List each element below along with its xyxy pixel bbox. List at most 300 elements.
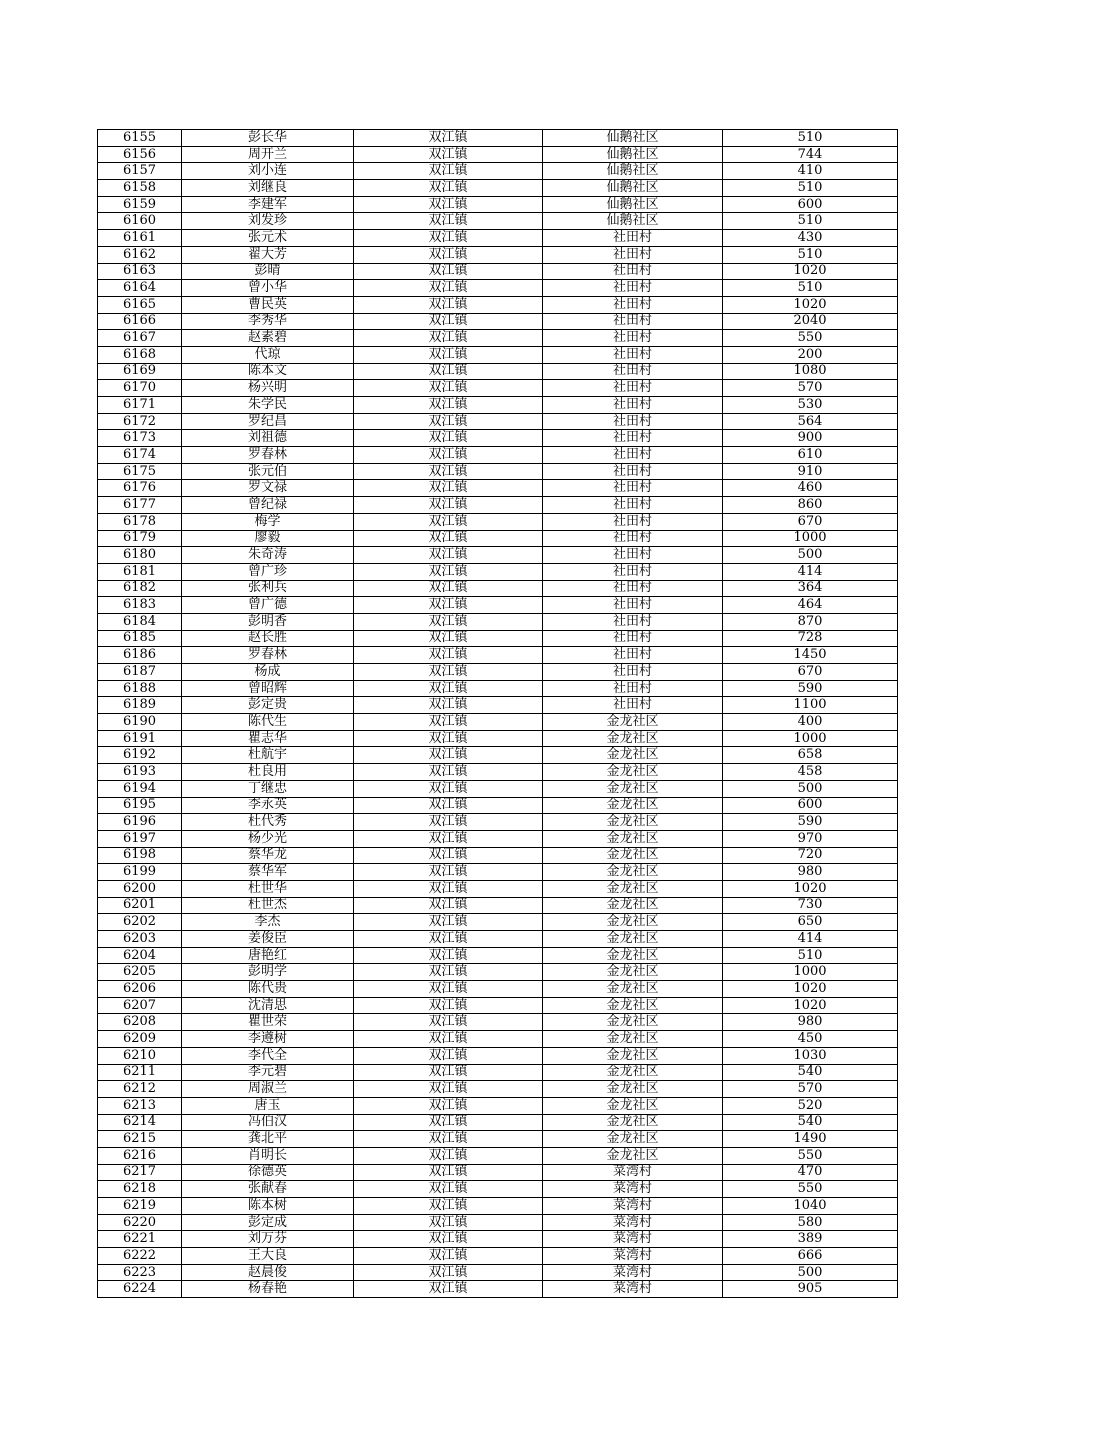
- amount-cell: 720: [723, 847, 898, 864]
- row-number-cell: 6221: [98, 1231, 182, 1248]
- name-cell: 蔡华军: [182, 864, 354, 881]
- town-cell: 双江镇: [354, 246, 543, 263]
- name-cell: 李杰: [182, 914, 354, 931]
- row-number-cell: 6187: [98, 664, 182, 681]
- row-number-cell: 6169: [98, 363, 182, 380]
- name-cell: 李元碧: [182, 1064, 354, 1081]
- amount-cell: 550: [723, 1147, 898, 1164]
- town-cell: 双江镇: [354, 513, 543, 530]
- amount-cell: 550: [723, 330, 898, 347]
- town-cell: 双江镇: [354, 630, 543, 647]
- amount-cell: 1020: [723, 296, 898, 313]
- amount-cell: 590: [723, 814, 898, 831]
- row-number-cell: 6211: [98, 1064, 182, 1081]
- row-number-cell: 6155: [98, 130, 182, 147]
- town-cell: 双江镇: [354, 1281, 543, 1298]
- table-row: [98, 497, 898, 514]
- town-cell: 双江镇: [354, 880, 543, 897]
- row-number-cell: 6207: [98, 997, 182, 1014]
- table-row: [98, 1248, 898, 1265]
- row-number-cell: 6192: [98, 747, 182, 764]
- table-row: [98, 313, 898, 330]
- town-cell: 双江镇: [354, 914, 543, 931]
- village-cell: 社田村: [543, 513, 723, 530]
- amount-cell: 910: [723, 463, 898, 480]
- name-cell: 曾小华: [182, 280, 354, 297]
- village-cell: 金龙社区: [543, 931, 723, 948]
- amount-cell: 430: [723, 230, 898, 247]
- table-row: [98, 1131, 898, 1148]
- village-cell: 菜湾村: [543, 1198, 723, 1215]
- town-cell: 双江镇: [354, 180, 543, 197]
- amount-cell: 500: [723, 547, 898, 564]
- amount-cell: 400: [723, 714, 898, 731]
- row-number-cell: 6175: [98, 463, 182, 480]
- name-cell: 陈本树: [182, 1198, 354, 1215]
- town-cell: 双江镇: [354, 330, 543, 347]
- village-cell: 金龙社区: [543, 897, 723, 914]
- table-row: [98, 196, 898, 213]
- table-row: [98, 931, 898, 948]
- village-cell: 菜湾村: [543, 1214, 723, 1231]
- table-row: [98, 397, 898, 414]
- row-number-cell: 6219: [98, 1198, 182, 1215]
- table-row: [98, 1081, 898, 1098]
- village-cell: 金龙社区: [543, 814, 723, 831]
- town-cell: 双江镇: [354, 430, 543, 447]
- town-cell: 双江镇: [354, 363, 543, 380]
- amount-cell: 658: [723, 747, 898, 764]
- town-cell: 双江镇: [354, 613, 543, 630]
- amount-cell: 510: [723, 280, 898, 297]
- row-number-cell: 6188: [98, 680, 182, 697]
- table-row: [98, 163, 898, 180]
- name-cell: 刘继良: [182, 180, 354, 197]
- town-cell: 双江镇: [354, 263, 543, 280]
- village-cell: 金龙社区: [543, 730, 723, 747]
- village-cell: 仙鹅社区: [543, 180, 723, 197]
- village-cell: 社田村: [543, 697, 723, 714]
- row-number-cell: 6217: [98, 1164, 182, 1181]
- table-row: [98, 630, 898, 647]
- name-cell: 张元伯: [182, 463, 354, 480]
- village-cell: 仙鹅社区: [543, 163, 723, 180]
- row-number-cell: 6223: [98, 1264, 182, 1281]
- name-cell: 罗纪昌: [182, 413, 354, 430]
- town-cell: 双江镇: [354, 680, 543, 697]
- name-cell: 丁继忠: [182, 780, 354, 797]
- table-row: [98, 447, 898, 464]
- town-cell: 双江镇: [354, 530, 543, 547]
- village-cell: 社田村: [543, 330, 723, 347]
- amount-cell: 744: [723, 146, 898, 163]
- village-cell: 社田村: [543, 597, 723, 614]
- amount-cell: 520: [723, 1097, 898, 1114]
- amount-cell: 970: [723, 830, 898, 847]
- name-cell: 杨春艳: [182, 1281, 354, 1298]
- amount-cell: 510: [723, 213, 898, 230]
- row-number-cell: 6177: [98, 497, 182, 514]
- village-cell: 社田村: [543, 447, 723, 464]
- amount-cell: 905: [723, 1281, 898, 1298]
- town-cell: 双江镇: [354, 413, 543, 430]
- name-cell: 赵长胜: [182, 630, 354, 647]
- village-cell: 金龙社区: [543, 947, 723, 964]
- town-cell: 双江镇: [354, 280, 543, 297]
- amount-cell: 500: [723, 1264, 898, 1281]
- village-cell: 社田村: [543, 263, 723, 280]
- row-number-cell: 6157: [98, 163, 182, 180]
- town-cell: 双江镇: [354, 647, 543, 664]
- town-cell: 双江镇: [354, 1264, 543, 1281]
- table-row: [98, 880, 898, 897]
- name-cell: 张献春: [182, 1181, 354, 1198]
- name-cell: 李遵树: [182, 1031, 354, 1048]
- table-row: [98, 580, 898, 597]
- row-number-cell: 6159: [98, 196, 182, 213]
- village-cell: 菜湾村: [543, 1231, 723, 1248]
- village-cell: 社田村: [543, 346, 723, 363]
- amount-cell: 1450: [723, 647, 898, 664]
- town-cell: 双江镇: [354, 1081, 543, 1098]
- name-cell: 肖明长: [182, 1147, 354, 1164]
- row-number-cell: 6203: [98, 931, 182, 948]
- row-number-cell: 6178: [98, 513, 182, 530]
- name-cell: 王大良: [182, 1248, 354, 1265]
- row-number-cell: 6164: [98, 280, 182, 297]
- village-cell: 社田村: [543, 580, 723, 597]
- table-row: [98, 714, 898, 731]
- village-cell: 金龙社区: [543, 914, 723, 931]
- row-number-cell: 6202: [98, 914, 182, 931]
- amount-cell: 570: [723, 1081, 898, 1098]
- name-cell: 彭明香: [182, 613, 354, 630]
- amount-cell: 530: [723, 397, 898, 414]
- name-cell: 朱奇涛: [182, 547, 354, 564]
- amount-cell: 458: [723, 764, 898, 781]
- amount-cell: 870: [723, 613, 898, 630]
- town-cell: 双江镇: [354, 196, 543, 213]
- name-cell: 杜世杰: [182, 897, 354, 914]
- table-row: [98, 146, 898, 163]
- table-row: [98, 130, 898, 147]
- village-cell: 金龙社区: [543, 830, 723, 847]
- town-cell: 双江镇: [354, 964, 543, 981]
- village-cell: 金龙社区: [543, 797, 723, 814]
- village-cell: 金龙社区: [543, 1097, 723, 1114]
- town-cell: 双江镇: [354, 380, 543, 397]
- table-row: [98, 1281, 898, 1298]
- name-cell: 罗春林: [182, 447, 354, 464]
- table-row: [98, 797, 898, 814]
- village-cell: 社田村: [543, 547, 723, 564]
- name-cell: 陈代贵: [182, 981, 354, 998]
- table-row: [98, 280, 898, 297]
- village-cell: 金龙社区: [543, 780, 723, 797]
- name-cell: 刘祖德: [182, 430, 354, 447]
- town-cell: 双江镇: [354, 764, 543, 781]
- row-number-cell: 6158: [98, 180, 182, 197]
- row-number-cell: 6204: [98, 947, 182, 964]
- row-number-cell: 6201: [98, 897, 182, 914]
- table-row: [98, 1231, 898, 1248]
- village-cell: 社田村: [543, 463, 723, 480]
- amount-cell: 570: [723, 380, 898, 397]
- name-cell: 彭定贵: [182, 697, 354, 714]
- table-row: [98, 530, 898, 547]
- town-cell: 双江镇: [354, 1131, 543, 1148]
- row-number-cell: 6213: [98, 1097, 182, 1114]
- town-cell: 双江镇: [354, 1164, 543, 1181]
- table-row: [98, 180, 898, 197]
- village-cell: 金龙社区: [543, 714, 723, 731]
- row-number-cell: 6185: [98, 630, 182, 647]
- amount-cell: 900: [723, 430, 898, 447]
- name-cell: 刘发珍: [182, 213, 354, 230]
- table-row: [98, 1264, 898, 1281]
- amount-cell: 450: [723, 1031, 898, 1048]
- town-cell: 双江镇: [354, 296, 543, 313]
- table-row: [98, 697, 898, 714]
- name-cell: 陈代生: [182, 714, 354, 731]
- village-cell: 社田村: [543, 647, 723, 664]
- amount-cell: 1080: [723, 363, 898, 380]
- town-cell: 双江镇: [354, 597, 543, 614]
- village-cell: 社田村: [543, 296, 723, 313]
- table-row: [98, 997, 898, 1014]
- town-cell: 双江镇: [354, 797, 543, 814]
- town-cell: 双江镇: [354, 897, 543, 914]
- row-number-cell: 6216: [98, 1147, 182, 1164]
- table-row: [98, 914, 898, 931]
- amount-cell: 590: [723, 680, 898, 697]
- amount-cell: 1000: [723, 530, 898, 547]
- amount-cell: 670: [723, 513, 898, 530]
- town-cell: 双江镇: [354, 1198, 543, 1215]
- row-number-cell: 6180: [98, 547, 182, 564]
- table-row: [98, 263, 898, 280]
- town-cell: 双江镇: [354, 313, 543, 330]
- town-cell: 双江镇: [354, 947, 543, 964]
- town-cell: 双江镇: [354, 130, 543, 147]
- row-number-cell: 6222: [98, 1248, 182, 1265]
- village-cell: 仙鹅社区: [543, 146, 723, 163]
- town-cell: 双江镇: [354, 780, 543, 797]
- name-cell: 徐德英: [182, 1164, 354, 1181]
- table-row: [98, 213, 898, 230]
- village-cell: 金龙社区: [543, 1014, 723, 1031]
- name-cell: 杜航宇: [182, 747, 354, 764]
- name-cell: 龚北平: [182, 1131, 354, 1148]
- town-cell: 双江镇: [354, 997, 543, 1014]
- name-cell: 瞿志华: [182, 730, 354, 747]
- row-number-cell: 6172: [98, 413, 182, 430]
- town-cell: 双江镇: [354, 463, 543, 480]
- village-cell: 金龙社区: [543, 997, 723, 1014]
- name-cell: 彭明学: [182, 964, 354, 981]
- village-cell: 社田村: [543, 430, 723, 447]
- name-cell: 杨少光: [182, 830, 354, 847]
- name-cell: 周开兰: [182, 146, 354, 163]
- row-number-cell: 6198: [98, 847, 182, 864]
- name-cell: 曾纪禄: [182, 497, 354, 514]
- amount-cell: 1000: [723, 730, 898, 747]
- village-cell: 社田村: [543, 613, 723, 630]
- town-cell: 双江镇: [354, 847, 543, 864]
- name-cell: 廖毅: [182, 530, 354, 547]
- name-cell: 李永英: [182, 797, 354, 814]
- name-cell: 朱学民: [182, 397, 354, 414]
- village-cell: 社田村: [543, 497, 723, 514]
- town-cell: 双江镇: [354, 1114, 543, 1131]
- table-row: [98, 1047, 898, 1064]
- name-cell: 杨成: [182, 664, 354, 681]
- name-cell: 李秀华: [182, 313, 354, 330]
- name-cell: 张利兵: [182, 580, 354, 597]
- amount-cell: 540: [723, 1114, 898, 1131]
- town-cell: 双江镇: [354, 547, 543, 564]
- row-number-cell: 6160: [98, 213, 182, 230]
- village-cell: 社田村: [543, 680, 723, 697]
- amount-cell: 389: [723, 1231, 898, 1248]
- amount-cell: 460: [723, 480, 898, 497]
- row-number-cell: 6166: [98, 313, 182, 330]
- table-row: [98, 964, 898, 981]
- village-cell: 金龙社区: [543, 880, 723, 897]
- row-number-cell: 6170: [98, 380, 182, 397]
- village-cell: 仙鹅社区: [543, 196, 723, 213]
- town-cell: 双江镇: [354, 497, 543, 514]
- row-number-cell: 6191: [98, 730, 182, 747]
- town-cell: 双江镇: [354, 1014, 543, 1031]
- name-cell: 曹民英: [182, 296, 354, 313]
- name-cell: 唐玉: [182, 1097, 354, 1114]
- town-cell: 双江镇: [354, 1248, 543, 1265]
- amount-cell: 1020: [723, 880, 898, 897]
- row-number-cell: 6199: [98, 864, 182, 881]
- town-cell: 双江镇: [354, 1047, 543, 1064]
- amount-cell: 200: [723, 346, 898, 363]
- amount-cell: 1020: [723, 263, 898, 280]
- amount-cell: 410: [723, 163, 898, 180]
- village-cell: 社田村: [543, 630, 723, 647]
- table-row: [98, 363, 898, 380]
- row-number-cell: 6181: [98, 563, 182, 580]
- village-cell: 社田村: [543, 380, 723, 397]
- table-row: [98, 647, 898, 664]
- row-number-cell: 6193: [98, 764, 182, 781]
- row-number-cell: 6205: [98, 964, 182, 981]
- village-cell: 社田村: [543, 313, 723, 330]
- name-cell: 曾广珍: [182, 563, 354, 580]
- row-number-cell: 6224: [98, 1281, 182, 1298]
- name-cell: 杜世华: [182, 880, 354, 897]
- row-number-cell: 6168: [98, 346, 182, 363]
- village-cell: 菜湾村: [543, 1248, 723, 1265]
- amount-cell: 564: [723, 413, 898, 430]
- table-row: [98, 296, 898, 313]
- village-cell: 仙鹅社区: [543, 213, 723, 230]
- amount-cell: 670: [723, 664, 898, 681]
- name-cell: 彭长华: [182, 130, 354, 147]
- table-row: [98, 680, 898, 697]
- amount-cell: 510: [723, 246, 898, 263]
- table-row: [98, 847, 898, 864]
- table-row: [98, 864, 898, 881]
- amount-cell: 730: [723, 897, 898, 914]
- amount-cell: 666: [723, 1248, 898, 1265]
- name-cell: 瞿世荣: [182, 1014, 354, 1031]
- table-row: [98, 1164, 898, 1181]
- name-cell: 赵素碧: [182, 330, 354, 347]
- table-row: [98, 664, 898, 681]
- name-cell: 曾广德: [182, 597, 354, 614]
- village-cell: 社田村: [543, 397, 723, 414]
- table-row: [98, 613, 898, 630]
- row-number-cell: 6156: [98, 146, 182, 163]
- amount-cell: 1000: [723, 964, 898, 981]
- row-number-cell: 6162: [98, 246, 182, 263]
- town-cell: 双江镇: [354, 447, 543, 464]
- amount-cell: 510: [723, 947, 898, 964]
- amount-cell: 650: [723, 914, 898, 931]
- town-cell: 双江镇: [354, 664, 543, 681]
- village-cell: 社田村: [543, 480, 723, 497]
- town-cell: 双江镇: [354, 814, 543, 831]
- village-cell: 金龙社区: [543, 1064, 723, 1081]
- amount-cell: 2040: [723, 313, 898, 330]
- table-row: [98, 1147, 898, 1164]
- amount-cell: 1020: [723, 981, 898, 998]
- town-cell: 双江镇: [354, 1031, 543, 1048]
- table-row: [98, 547, 898, 564]
- name-cell: 唐艳红: [182, 947, 354, 964]
- row-number-cell: 6184: [98, 613, 182, 630]
- table-row: [98, 1097, 898, 1114]
- amount-cell: 1030: [723, 1047, 898, 1064]
- town-cell: 双江镇: [354, 747, 543, 764]
- amount-cell: 540: [723, 1064, 898, 1081]
- amount-cell: 500: [723, 780, 898, 797]
- table-row: [98, 413, 898, 430]
- village-cell: 金龙社区: [543, 847, 723, 864]
- table-row: [98, 563, 898, 580]
- town-cell: 双江镇: [354, 697, 543, 714]
- village-cell: 金龙社区: [543, 764, 723, 781]
- town-cell: 双江镇: [354, 213, 543, 230]
- row-number-cell: 6218: [98, 1181, 182, 1198]
- row-number-cell: 6163: [98, 263, 182, 280]
- village-cell: 社田村: [543, 530, 723, 547]
- row-number-cell: 6194: [98, 780, 182, 797]
- name-cell: 梅学: [182, 513, 354, 530]
- town-cell: 双江镇: [354, 1147, 543, 1164]
- town-cell: 双江镇: [354, 230, 543, 247]
- amount-cell: 1040: [723, 1198, 898, 1215]
- village-cell: 金龙社区: [543, 864, 723, 881]
- town-cell: 双江镇: [354, 730, 543, 747]
- town-cell: 双江镇: [354, 580, 543, 597]
- amount-cell: 510: [723, 180, 898, 197]
- table-row: [98, 1181, 898, 1198]
- amount-cell: 580: [723, 1214, 898, 1231]
- table-row: [98, 380, 898, 397]
- amount-cell: 414: [723, 931, 898, 948]
- table-row: [98, 814, 898, 831]
- name-cell: 彭晴: [182, 263, 354, 280]
- village-cell: 社田村: [543, 664, 723, 681]
- village-cell: 金龙社区: [543, 1131, 723, 1148]
